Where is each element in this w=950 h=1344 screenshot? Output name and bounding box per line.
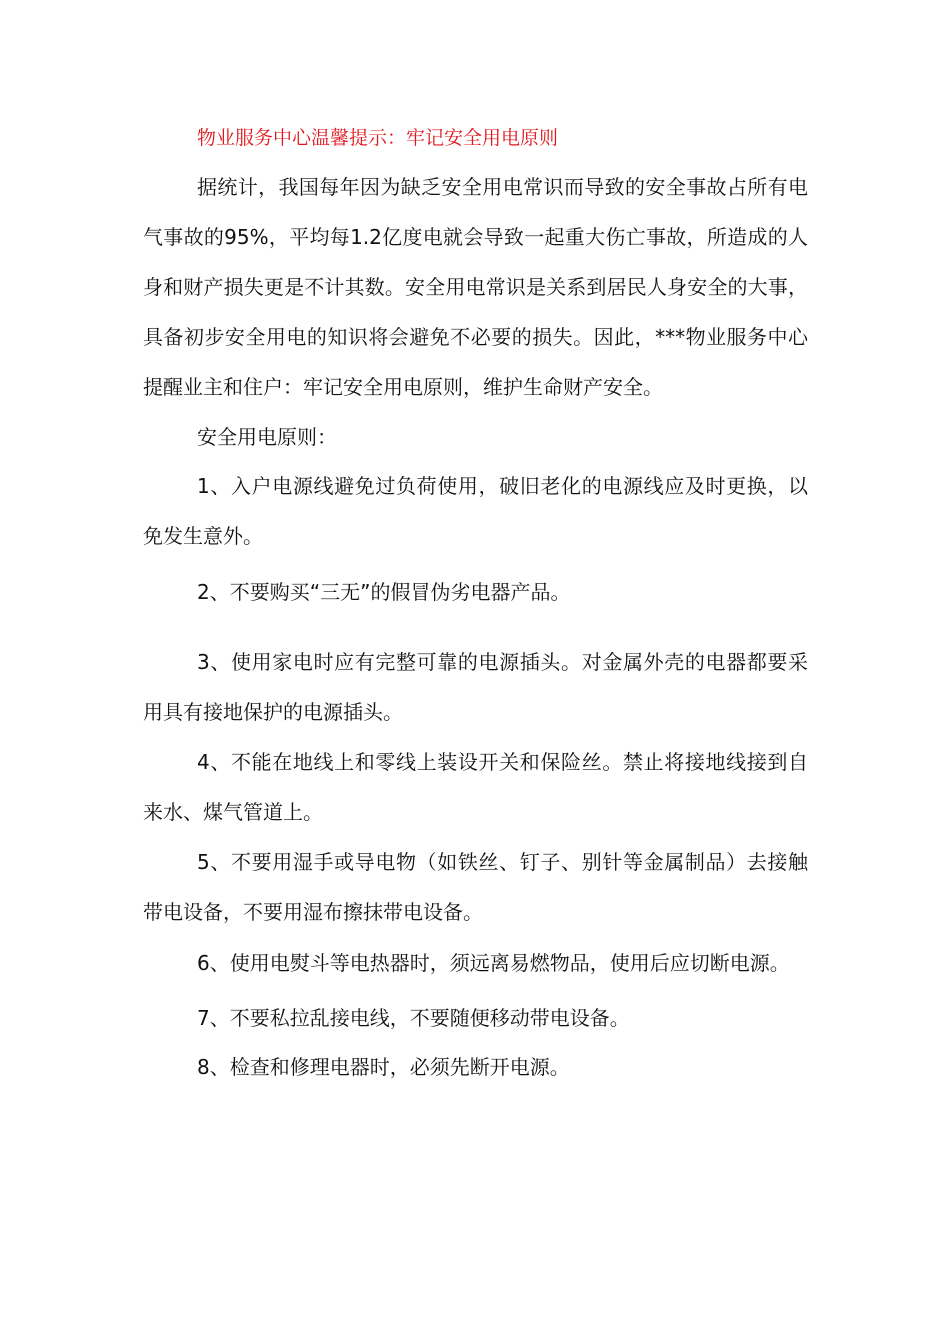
principle-item-8: 8、检查和修理电器时，必须先断开电源。 [197,1055,570,1079]
principle-item-7: 7、不要私拉乱接电线，不要随便移动带电设备。 [197,1006,630,1030]
principle-item-1: 1、入户电源线避免过负荷使用，破旧老化的电源线应及时更换，以免发生意外。 [143,474,808,548]
intro-paragraph: 据统计，我国每年因为缺乏安全用电常识而导致的安全事故占所有电气事故的95%，平均每1.2亿度电就会导致一起重大伤亡事故，所造成的人身和财产损失更是不计其数。安全用电常识是关系到居民人身安全的大事，具备初步安全用电的知识将会避免不必要的损失。因此，***物业服务中心提醒业主和住户：牢记安全用电原则，维护生命财产安全。 [143,175,808,399]
document-title: 物业服务中心温馨提示：牢记安全用电原则 [197,127,559,149]
principles-heading: 安全用电原则： [197,425,337,449]
principle-item-2: 2、不要购买“三无”的假冒伪劣电器产品。 [197,580,571,604]
principle-item-3: 3、使用家电时应有完整可靠的电源插头。对金属外壳的电器都要采用具有接地保护的电源插头。 [143,650,808,724]
principle-item-4: 4、不能在地线上和零线上装设开关和保险丝。禁止将接地线接到自来水、煤气管道上。 [143,750,808,824]
principle-item-6: 6、使用电熨斗等电热器时，须远离易燃物品，使用后应切断电源。 [197,951,790,975]
principle-item-5: 5、不要用湿手或导电物（如铁丝、钉子、别针等金属制品）去接触带电设备，不要用湿布擦抹带电设备。 [143,850,808,924]
